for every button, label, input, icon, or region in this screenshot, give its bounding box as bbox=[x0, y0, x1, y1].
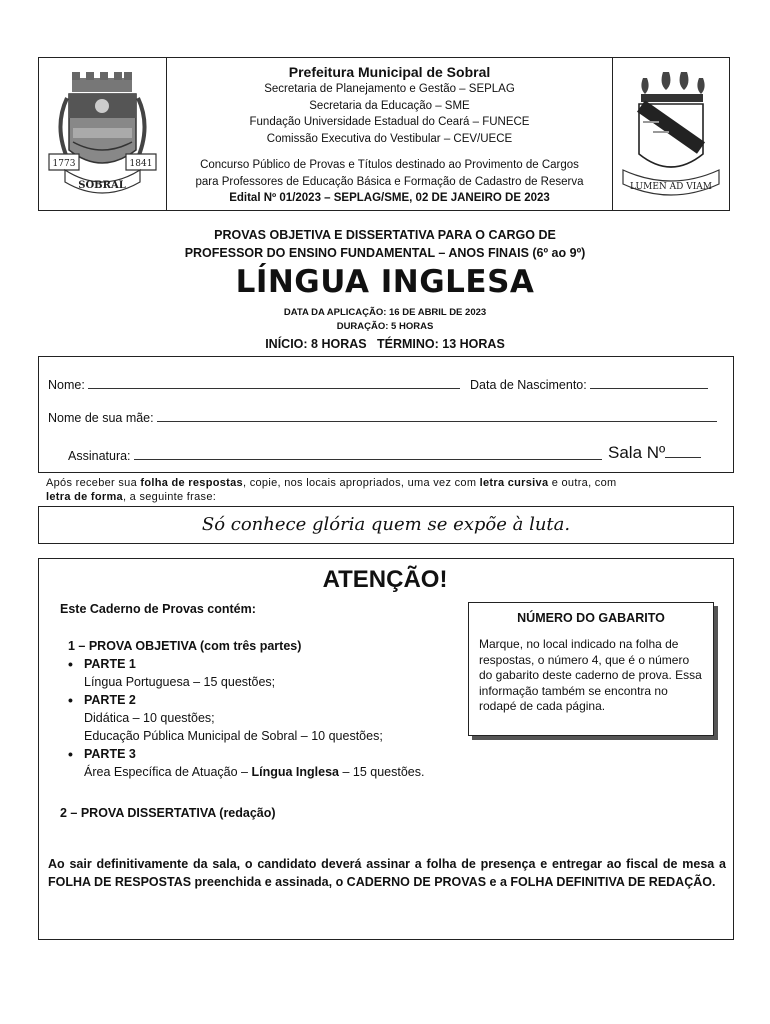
exit-instructions: Ao sair definitivamente da sala, o candidato deverá assinar a folha de presença e entregar ao fiscal de mesa a FOLHA DE RESPOSTAS preenchida e assinada, o CADERNO DE PROVAS e a FOLHA DEFINITIVA DE REDAÇÃO. bbox=[48, 857, 726, 889]
uece-coat-of-arms-icon bbox=[613, 58, 729, 210]
attention-title: ATENÇÃO! bbox=[322, 566, 448, 593]
header-box bbox=[38, 57, 730, 211]
phrase-box bbox=[38, 506, 734, 544]
part-2-title: • PARTE 2 bbox=[84, 691, 424, 709]
subject-title: LÍNGUA INGLESA bbox=[235, 264, 535, 300]
seal-banner: SOBRAL bbox=[78, 180, 126, 191]
contest-line-1: Concurso Público de Provas e Títulos destinado ao Provimento de Cargos bbox=[200, 159, 579, 171]
content-list bbox=[68, 637, 301, 655]
org-title: Prefeitura Municipal de Sobral bbox=[288, 64, 491, 80]
exam-schedule bbox=[0, 306, 770, 334]
exam-line-1: PROVAS OBJETIVA E DISSERTATIVA PARA O CARGO DE bbox=[214, 228, 556, 242]
org-line-1: Secretaria de Planejamento e Gestão – SEPLAG bbox=[264, 83, 515, 95]
part-2-line-1: Didática – 10 questões; bbox=[84, 711, 215, 725]
exam-date: DATA DA APLICAÇÃO: 16 DE ABRIL DE 2023 bbox=[283, 307, 487, 318]
gabarito-box bbox=[468, 602, 714, 736]
org-line-2: Secretaria da Educação – SME bbox=[309, 99, 470, 112]
mother-name-label: Nome de sua mãe: bbox=[48, 411, 154, 425]
org-line-4: Comissão Executiva do Vestibular – CEV/UECE bbox=[266, 132, 513, 145]
parts-list bbox=[84, 655, 424, 781]
exam-line-2: PROFESSOR DO ENSINO FUNDAMENTAL – ANOS FINAIS (6º ao 9º) bbox=[184, 246, 586, 260]
birthdate-label: Data de Nascimento: bbox=[470, 378, 587, 392]
phrase-text: Só conhece glória quem se expõe à luta. bbox=[201, 514, 571, 535]
name-field[interactable] bbox=[48, 377, 460, 392]
uece-seal bbox=[612, 58, 729, 210]
org-line-3: Fundação Universidade Estadual do Ceará – FUNECE bbox=[249, 116, 530, 128]
exam-title-block bbox=[0, 226, 770, 262]
part-3-title: • PARTE 3 bbox=[84, 745, 424, 763]
item-dissertative: 2 – PROVA DISSERTATIVA (redação) bbox=[60, 806, 276, 820]
part-2-line-2: Educação Pública Municipal de Sobral – 10 questões; bbox=[84, 729, 383, 743]
sobral-seal bbox=[39, 58, 167, 210]
contest-line-2: para Professores de Educação Básica e Formação de Cadastro de Reserva bbox=[195, 175, 584, 188]
mother-name-field[interactable] bbox=[48, 410, 717, 425]
copy-instruction: Após receber sua folha de respostas, copie, nos locais apropriados, uma vez com letra cursiva e outra, com letra de forma, a seguinte frase: bbox=[46, 477, 617, 503]
part-1-line: Língua Portuguesa – 15 questões; bbox=[84, 675, 276, 689]
attention-intro: Este Caderno de Provas contém: bbox=[60, 602, 256, 616]
exam-times: INÍCIO: 8 HORAS TÉRMINO: 13 HORAS bbox=[265, 337, 505, 351]
header-text bbox=[167, 58, 612, 210]
uece-banner: LUMEN AD VIAM bbox=[630, 182, 712, 192]
name-label: Nome: bbox=[48, 378, 85, 392]
contest-line-3: Edital Nº 01/2023 – SEPLAG/SME, 02 DE JANEIRO DE 2023 bbox=[229, 192, 550, 204]
exam-duration: DURAÇÃO: 5 HORAS bbox=[336, 321, 434, 332]
signature-label: Assinatura: bbox=[68, 449, 131, 463]
seal-year-left: 1773 bbox=[52, 159, 76, 169]
item-objective: 1 – PROVA OBJETIVA (com três partes) bbox=[68, 639, 302, 653]
room-field[interactable] bbox=[608, 443, 701, 463]
room-label: Sala Nº bbox=[608, 443, 666, 462]
signature-field[interactable] bbox=[68, 448, 602, 463]
gabarito-text: Marque, no local indicado na folha de respostas, o número 4, que é o número do gabarito deste caderno de prova. Essa informação também se encontra no rodapé de cada página. bbox=[479, 637, 702, 713]
seal-year-right: 1841 bbox=[129, 159, 153, 169]
gabarito-title: NÚMERO DO GABARITO bbox=[517, 611, 665, 625]
sobral-coat-of-arms-icon bbox=[39, 58, 166, 210]
part-3-line: Área Específica de Atuação – Língua Inglesa – 15 questões. bbox=[84, 765, 425, 779]
part-1-title: • PARTE 1 bbox=[84, 655, 424, 673]
birthdate-field[interactable] bbox=[470, 377, 708, 392]
